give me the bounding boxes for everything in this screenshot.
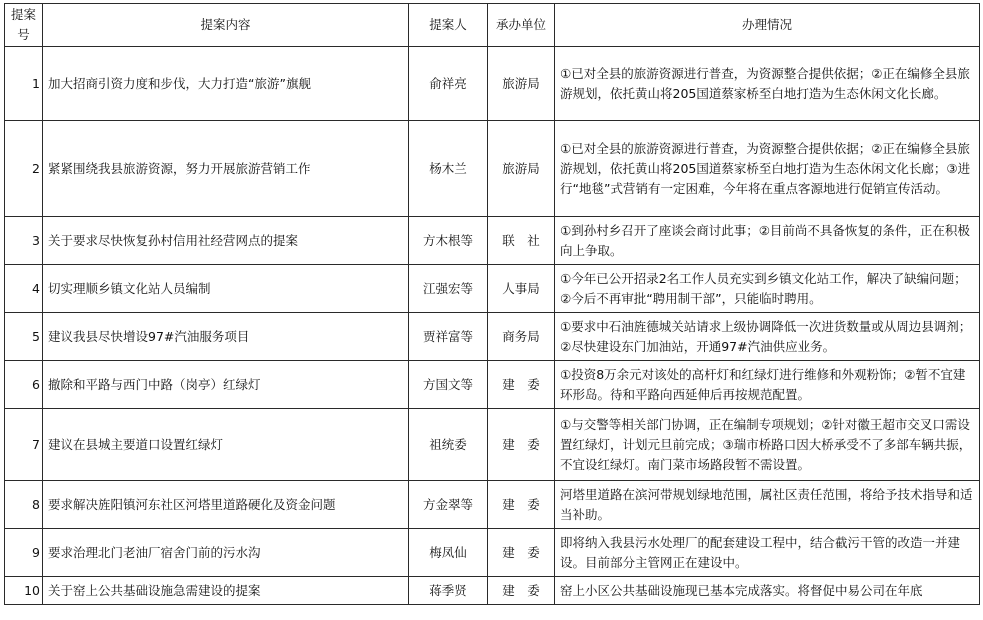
cell-status: ①已对全县的旅游资源进行普查，为资源整合提供依据；②正在编修全县旅游规划，依托黄山将205国道蔡家桥至白地打造为生态休闲文化长廊。 [555, 47, 980, 121]
table-row [5, 577, 980, 605]
cell-no: 7 [5, 409, 43, 481]
header-status [555, 4, 980, 47]
table-row [5, 47, 980, 121]
table-row [5, 217, 980, 265]
cell-person: 方国文等 [409, 361, 488, 409]
cell-content: 要求解决旌阳镇河东社区河塔里道路硬化及资金问题 [43, 481, 409, 529]
cell-content: 建议在县城主要道口设置红绿灯 [43, 409, 409, 481]
cell-unit: 建 委 [488, 577, 555, 605]
table-row [5, 481, 980, 529]
header-content-label: 提案内容 [200, 17, 251, 32]
cell-status: ①要求中石油旌德城关站请求上级协调降低一次进货数量或从周边县调剂；②尽快建设东门加油站，开通97#汽油供应业务。 [555, 313, 980, 361]
cell-no: 1 [5, 47, 43, 121]
table-row [5, 313, 980, 361]
header-no-label: 提案号 [10, 7, 36, 42]
cell-person: 贾祥富等 [409, 313, 488, 361]
cell-person: 祖统委 [409, 409, 488, 481]
table-row [5, 265, 980, 313]
cell-unit: 人事局 [488, 265, 555, 313]
cell-content: 关于窑上公共基础设施急需建设的提案 [43, 577, 409, 605]
cell-unit: 建 委 [488, 361, 555, 409]
cell-person: 俞祥亮 [409, 47, 488, 121]
cell-content: 紧紧围绕我县旅游资源，努力开展旅游营销工作 [43, 121, 409, 217]
cell-no: 2 [5, 121, 43, 217]
cell-content: 要求治理北门老油厂宿舍门前的污水沟 [43, 529, 409, 577]
cell-status: ①今年已公开招录2名工作人员充实到乡镇文化站工作，解决了缺编问题；②今后不再审批“聘用制干部”，只能临时聘用。 [555, 265, 980, 313]
header-person-label: 提案人 [429, 17, 467, 32]
header-content [43, 4, 409, 47]
cell-unit: 旅游局 [488, 47, 555, 121]
header-status-label: 办理情况 [741, 17, 792, 32]
cell-content: 加大招商引资力度和步伐，大力打造“旅游”旗舰 [43, 47, 409, 121]
cell-status: ①到孙村乡召开了座谈会商讨此事；②目前尚不具备恢复的条件，正在积极向上争取。 [555, 217, 980, 265]
table-row [5, 409, 980, 481]
cell-content: 撤除和平路与西门中路（岗亭）红绿灯 [43, 361, 409, 409]
cell-person: 梅凤仙 [409, 529, 488, 577]
cell-unit: 联 社 [488, 217, 555, 265]
cell-no: 4 [5, 265, 43, 313]
cell-unit: 旅游局 [488, 121, 555, 217]
proposal-table [4, 3, 980, 605]
cell-status: 河塔里道路在滨河带规划绿地范围，属社区责任范围，将给予技术指导和适当补助。 [555, 481, 980, 529]
header-person [409, 4, 488, 47]
cell-content: 切实理顺乡镇文化站人员编制 [43, 265, 409, 313]
header-unit-label: 承办单位 [495, 17, 546, 32]
cell-unit: 建 委 [488, 409, 555, 481]
cell-status: ①已对全县的旅游资源进行普查，为资源整合提供依据；②正在编修全县旅游规划，依托黄山将205国道蔡家桥至白地打造为生态休闲文化长廊；③进行“地毯”式营销有一定困难，今年将在重点客源地进行促销宣传活动。 [555, 121, 980, 217]
cell-no: 8 [5, 481, 43, 529]
cell-no: 3 [5, 217, 43, 265]
cell-person: 方木根等 [409, 217, 488, 265]
cell-person: 方金翠等 [409, 481, 488, 529]
header-row [5, 4, 980, 47]
cell-status: 即将纳入我县污水处理厂的配套建设工程中，结合截污干管的改造一并建设。目前部分主管网正在建设中。 [555, 529, 980, 577]
cell-status: 窑上小区公共基础设施现已基本完成落实。将督促中易公司在年底 [555, 577, 980, 605]
header-unit [488, 4, 555, 47]
cell-unit: 建 委 [488, 529, 555, 577]
cell-no: 10 [5, 577, 43, 605]
cell-no: 6 [5, 361, 43, 409]
cell-content: 建议我县尽快增设97#汽油服务项目 [43, 313, 409, 361]
table-row [5, 361, 980, 409]
cell-status: ①投资8万余元对该处的高杆灯和红绿灯进行维修和外观粉饰；②暂不宜建环形岛。待和平路向西延伸后再按规范配置。 [555, 361, 980, 409]
cell-unit: 建 委 [488, 481, 555, 529]
cell-no: 9 [5, 529, 43, 577]
cell-unit: 商务局 [488, 313, 555, 361]
cell-person: 杨木兰 [409, 121, 488, 217]
table-row [5, 529, 980, 577]
table-row [5, 121, 980, 217]
cell-status: ①与交警等相关部门协调，正在编制专项规划；②针对徽王超市交叉口需设置红绿灯，计划元旦前完成；③瑞市桥路口因大桥承受不了多部车辆共振，不宜设红绿灯。南门菜市场路段暂不需设置。 [555, 409, 980, 481]
header-no [5, 4, 43, 47]
cell-person: 蒋季贤 [409, 577, 488, 605]
cell-content: 关于要求尽快恢复孙村信用社经营网点的提案 [43, 217, 409, 265]
cell-person: 江强宏等 [409, 265, 488, 313]
cell-no: 5 [5, 313, 43, 361]
